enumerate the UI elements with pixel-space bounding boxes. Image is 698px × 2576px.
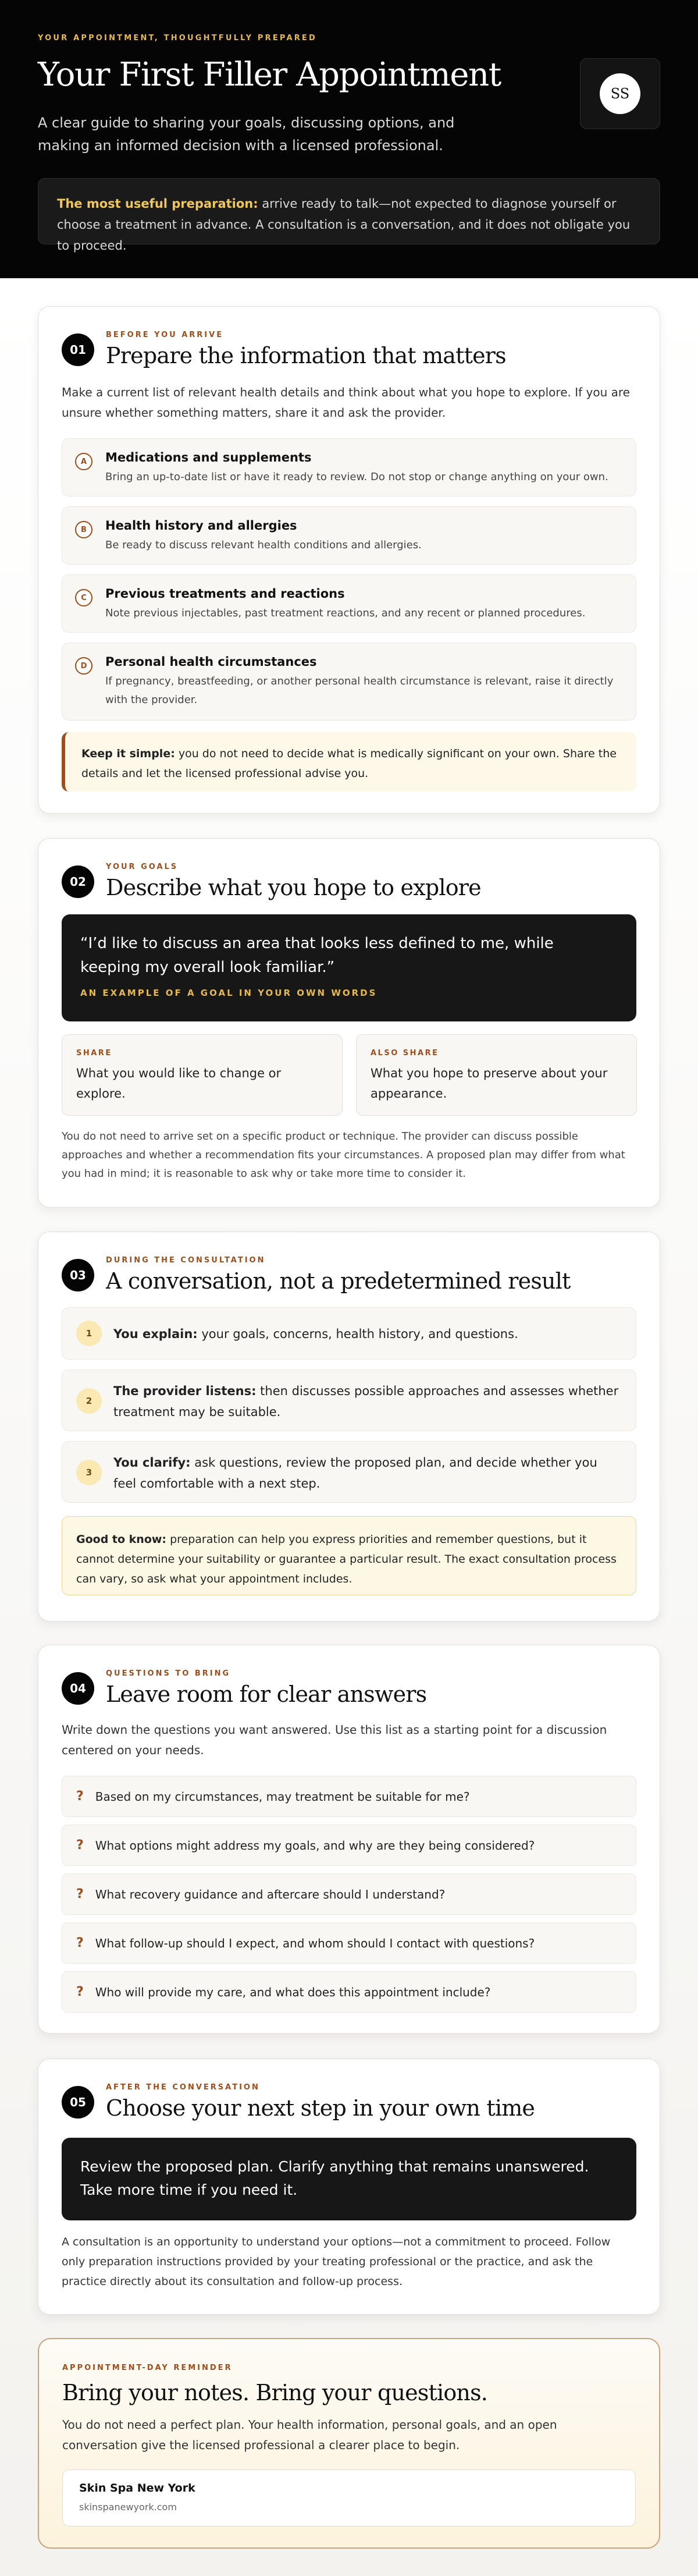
step-3-header bbox=[62, 1232, 636, 1302]
list-item bbox=[62, 574, 636, 633]
list-item bbox=[62, 506, 636, 565]
also-share-text: What you hope to preserve about your appearance. bbox=[371, 1066, 608, 1101]
keep-it-simple-tip bbox=[62, 732, 636, 792]
step-title: Choose your next step in your own time bbox=[106, 2095, 535, 2121]
question-text: What follow-up should I expect, and whom should I contact with questions? bbox=[95, 1936, 535, 1950]
step-1-card bbox=[38, 306, 660, 814]
share-box bbox=[62, 1034, 343, 1116]
question-text: What options might address my goals, and why are they being considered? bbox=[95, 1838, 535, 1853]
step-kicker: YOUR GOALS bbox=[106, 863, 179, 871]
conversation-step bbox=[62, 1441, 636, 1503]
step-kicker: QUESTIONS TO BRING bbox=[106, 1669, 231, 1678]
list-item bbox=[62, 643, 636, 721]
conversation-strong: The provider listens: bbox=[113, 1384, 257, 1398]
reminder-kicker: APPOINTMENT-DAY REMINDER bbox=[62, 2364, 233, 2372]
question-item bbox=[62, 1971, 636, 2013]
conversation-detail: your goals, concerns, health history, and questions. bbox=[197, 1327, 518, 1341]
reminder-text: You do not need a perfect plan. Your health information, personal goals, and an open conversation give the licensed professional a clearer place to begin. bbox=[62, 2418, 557, 2452]
step-kicker: BEFORE YOU ARRIVE bbox=[106, 331, 224, 339]
step-title: Prepare the information that matters bbox=[106, 343, 506, 368]
next-step-callout: Review the proposed plan. Clarify anything that remains unanswered. Take more time if you need it. bbox=[62, 2138, 636, 2220]
question-item bbox=[62, 1922, 636, 1964]
hero-lede: A clear guide to sharing your goals, discussing options, and making an informed decision with a licensed professional. bbox=[38, 115, 455, 154]
letter-badge: C bbox=[75, 589, 92, 606]
step-dot: 1 bbox=[76, 1321, 102, 1346]
question-mark-icon: ? bbox=[76, 1887, 84, 1901]
appointment-day-reminder bbox=[38, 2338, 660, 2549]
step-dot: 2 bbox=[76, 1388, 102, 1414]
conversation-step bbox=[62, 1369, 636, 1431]
question-item bbox=[62, 1776, 636, 1817]
item-desc: Bring an up-to-date list or have it ready to review. Do not stop or change anything on your own. bbox=[105, 471, 608, 483]
step-dot: 3 bbox=[76, 1460, 102, 1485]
step-number: 01 bbox=[62, 333, 94, 366]
question-item bbox=[62, 1874, 636, 1915]
step-5-header bbox=[62, 2059, 636, 2129]
tip-text: you do not need to decide what is medically significant on your own. Share the details and let the licensed professional advise you. bbox=[81, 747, 617, 780]
step-kicker: DURING THE CONSULTATION bbox=[106, 1256, 266, 1265]
contact-card bbox=[62, 2469, 636, 2527]
step-5-note: A consultation is an opportunity to understand your options—not a commitment to proceed. Follow only preparation instructions provided by your treating professional or the practice, and ask the practice directly about its consultation and follow-up process. bbox=[62, 2236, 611, 2288]
conversation-strong: You explain: bbox=[113, 1327, 198, 1341]
item-desc: If pregnancy, breastfeeding, or another personal health circumstance is relevant, raise it directly with the provider. bbox=[105, 675, 614, 706]
step-4-header bbox=[62, 1645, 636, 1715]
quote-caption: AN EXAMPLE OF A GOAL IN YOUR OWN WORDS bbox=[80, 988, 378, 998]
good-strong: Good to know: bbox=[76, 1533, 167, 1546]
letter-badge: B bbox=[75, 521, 92, 538]
step-2-header bbox=[62, 839, 636, 909]
item-title: Previous treatments and reactions bbox=[105, 587, 345, 601]
hero-eyebrow: YOUR APPOINTMENT, THOUGHTFULLY PREPARED bbox=[38, 34, 318, 42]
step-4-card bbox=[38, 1645, 660, 2034]
quote-text: “I’d like to discuss an area that looks less defined to me, while keeping my overall look familiar.” bbox=[80, 935, 554, 976]
good-text: preparation can help you express priorities and remember questions, but it cannot determine your suitability or guarantee a particular result. The exact consultation process can vary, so ask what your appointment includes. bbox=[76, 1533, 617, 1585]
letter-badge: D bbox=[75, 657, 92, 675]
item-title: Health history and allergies bbox=[105, 519, 297, 533]
question-mark-icon: ? bbox=[76, 1838, 84, 1853]
also-share-label: ALSO SHARE bbox=[371, 1049, 439, 1058]
conversation-text bbox=[113, 1452, 622, 1494]
step-1-intro: Make a current list of relevant health details and think about what you hope to explore. If you are unsure whether something matters, share it and ask the provider. bbox=[62, 385, 630, 420]
share-text: What you would like to change or explore. bbox=[76, 1066, 282, 1101]
question-mark-icon: ? bbox=[76, 1936, 84, 1950]
tip-strong: Keep it simple: bbox=[81, 747, 175, 760]
step-title: Leave room for clear answers bbox=[106, 1681, 427, 1707]
contact-website-link[interactable]: skinspanewyork.com bbox=[79, 2502, 177, 2513]
item-desc: Be ready to discuss relevant health conditions and allergies. bbox=[105, 539, 422, 551]
question-item bbox=[62, 1825, 636, 1866]
hero-header bbox=[0, 0, 698, 278]
conversation-text bbox=[113, 1381, 622, 1422]
step-4-intro: Write down the questions you want answered. Use this list as a starting point for a discussion centered on your needs. bbox=[62, 1723, 607, 1757]
page-title: Your First Filler Appointment bbox=[38, 56, 501, 94]
reminder-title: Bring your notes. Bring your questions. bbox=[62, 2380, 488, 2405]
item-title: Personal health circumstances bbox=[105, 655, 317, 669]
step-number: 03 bbox=[62, 1259, 94, 1291]
step-1-header bbox=[62, 307, 636, 377]
step-title: Describe what you hope to explore bbox=[106, 875, 481, 900]
item-desc: Note previous injectables, past treatment reactions, and any recent or planned procedures. bbox=[105, 607, 586, 619]
conversation-detail: then discusses possible approaches and assesses whether treatment may be suitable. bbox=[113, 1384, 619, 1419]
item-title: Medications and supplements bbox=[105, 450, 312, 464]
conversation-step bbox=[62, 1307, 636, 1360]
brand-logo bbox=[580, 58, 660, 129]
svg-text:SS: SS bbox=[610, 86, 630, 102]
preparation-notice bbox=[38, 178, 660, 253]
step-title: A conversation, not a predetermined result bbox=[106, 1268, 571, 1294]
good-to-know-callout bbox=[62, 1516, 636, 1595]
step-3-card bbox=[38, 1232, 660, 1621]
also-share-box bbox=[356, 1034, 637, 1116]
question-text: What recovery guidance and aftercare should I understand? bbox=[95, 1887, 446, 1901]
question-text: Based on my circumstances, may treatment be suitable for me? bbox=[95, 1789, 470, 1804]
step-5-card bbox=[38, 2059, 660, 2315]
question-mark-icon: ? bbox=[76, 1789, 84, 1804]
notice-text: arrive ready to talk—not expected to diagnose yourself or choose a treatment in advance. A consultation is a conversation, and it does not obligate you to proceed. bbox=[57, 197, 631, 253]
step-number: 05 bbox=[62, 2086, 94, 2119]
goal-example-quote bbox=[62, 914, 636, 1021]
step-number: 04 bbox=[62, 1672, 94, 1705]
conversation-detail: ask questions, review the proposed plan, and decide whether you feel comfortable with a next step. bbox=[113, 1456, 597, 1491]
list-item bbox=[62, 438, 636, 496]
question-text: Who will provide my care, and what does this appointment include? bbox=[95, 1985, 491, 1999]
step-2-card bbox=[38, 838, 660, 1208]
question-mark-icon: ? bbox=[76, 1985, 84, 1999]
conversation-text bbox=[113, 1324, 622, 1344]
notice-strong: The most useful preparation: bbox=[57, 197, 258, 211]
conversation-strong: You clarify: bbox=[113, 1456, 191, 1470]
share-label: SHARE bbox=[76, 1049, 112, 1058]
letter-badge: A bbox=[75, 453, 92, 470]
contact-name: Skin Spa New York bbox=[79, 2482, 195, 2495]
logo-monogram-icon bbox=[600, 73, 640, 114]
step-2-note: You do not need to arrive set on a specific product or technique. The provider can discuss possible approaches and whether a recommendation fits your circumstances. A proposed plan may differ from what you had in mind; it is reasonable to ask why or take more time to consider it. bbox=[62, 1130, 625, 1180]
step-number: 02 bbox=[62, 865, 94, 898]
step-kicker: AFTER THE CONVERSATION bbox=[106, 2083, 260, 2092]
